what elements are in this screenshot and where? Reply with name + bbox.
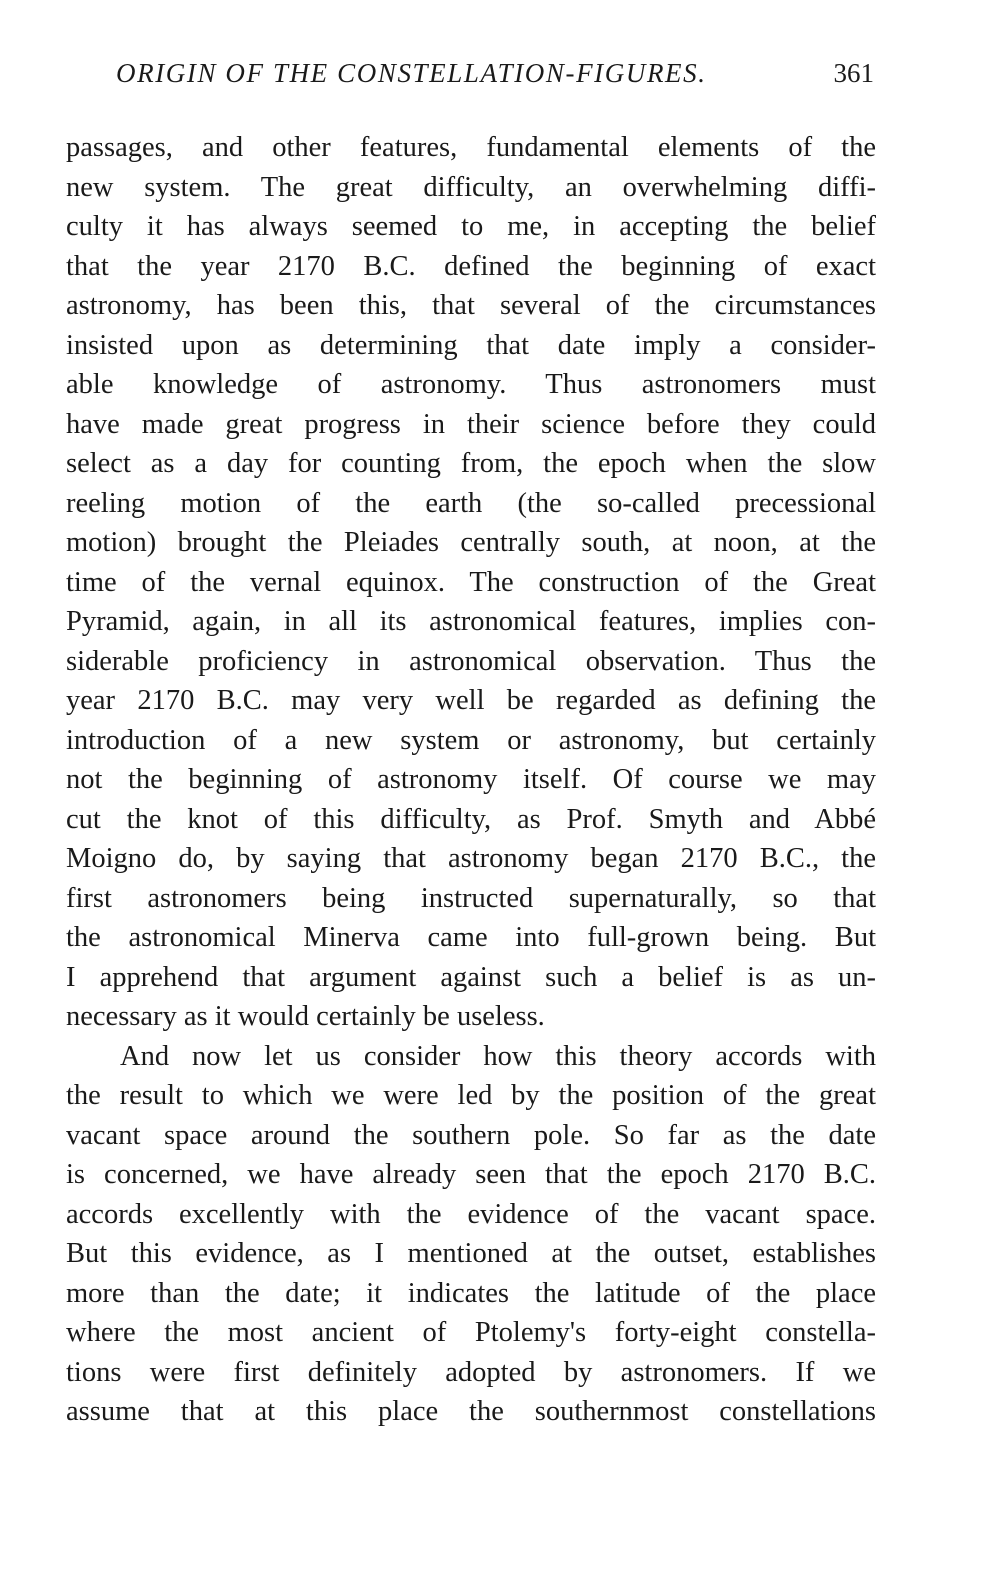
text-line: the result to which we were led by the position of the great: [66, 1080, 876, 1111]
text-line: able knowledge of astronomy. Thus astronomers must: [66, 369, 876, 400]
paragraph: [66, 1037, 876, 1432]
text-line: insisted upon as determining that date imply a consider-: [66, 329, 876, 361]
text-line: cut the knot of this difficulty, as Prof. Smyth and Abbé: [66, 803, 876, 835]
text-line: is concerned, we have already seen that the epoch 2170 B.C.: [66, 1159, 876, 1190]
text-line: I apprehend that argument against such a belief is as un-: [66, 961, 876, 993]
text-line: Pyramid, again, in all its astronomical features, implies con-: [66, 606, 876, 637]
text-line: introduction of a new system or astronomy, but certainly: [66, 724, 876, 756]
text-line: culty it has always seemed to me, in accepting the belief: [66, 211, 876, 242]
text-line: more than the date; it indicates the latitude of the place: [66, 1277, 876, 1309]
text-line: first astronomers being instructed supernaturally, so that: [66, 882, 876, 914]
text-line: accords excellently with the evidence of the vacant space.: [66, 1198, 876, 1230]
running-title: ORIGIN OF THE CONSTELLATION-FIGURES.: [116, 58, 707, 88]
text-line: not the beginning of astronomy itself. Of course we may: [66, 764, 876, 795]
text-line: select as a day for counting from, the epoch when the slow: [66, 448, 876, 479]
text-line: assume that at this place the southernmost constellations: [66, 1396, 876, 1427]
running-header: [116, 58, 874, 98]
text-line: new system. The great difficulty, an overwhelming diffi-: [66, 171, 876, 203]
text-line: time of the vernal equinox. The construction of the Great: [66, 566, 876, 598]
text-line: year 2170 B.C. may very well be regarded as defining the: [66, 685, 876, 716]
text-line: siderable proficiency in astronomical observation. Thus the: [66, 645, 876, 677]
text-line: the astronomical Minerva came into full-grown being. But: [66, 922, 876, 953]
text-line: have made great progress in their science before they could: [66, 408, 876, 440]
paragraph: [66, 128, 876, 1037]
text-line: vacant space around the southern pole. So far as the date: [66, 1119, 876, 1151]
text-line: where the most ancient of Ptolemy's forty-eight constella-: [66, 1317, 876, 1348]
body-text: [66, 128, 876, 1432]
text-line: necessary as it would certainly be useless.: [66, 1001, 545, 1032]
text-line: Moigno do, by saying that astronomy began 2170 B.C., the: [66, 843, 876, 874]
text-line: But this evidence, as I mentioned at the outset, establishes: [66, 1238, 876, 1269]
text-line: And now let us consider how this theory accords with: [120, 1040, 876, 1072]
text-line: passages, and other features, fundamental elements of the: [66, 132, 876, 163]
text-line: motion) brought the Pleiades centrally south, at noon, at the: [66, 527, 876, 558]
text-line: reeling motion of the earth (the so-called precessional: [66, 487, 876, 519]
text-line: tions were first definitely adopted by astronomers. If we: [66, 1356, 876, 1388]
text-line: astronomy, has been this, that several of the circumstances: [66, 290, 876, 321]
text-line: that the year 2170 B.C. defined the beginning of exact: [66, 250, 876, 282]
page-number: 361: [833, 58, 874, 88]
